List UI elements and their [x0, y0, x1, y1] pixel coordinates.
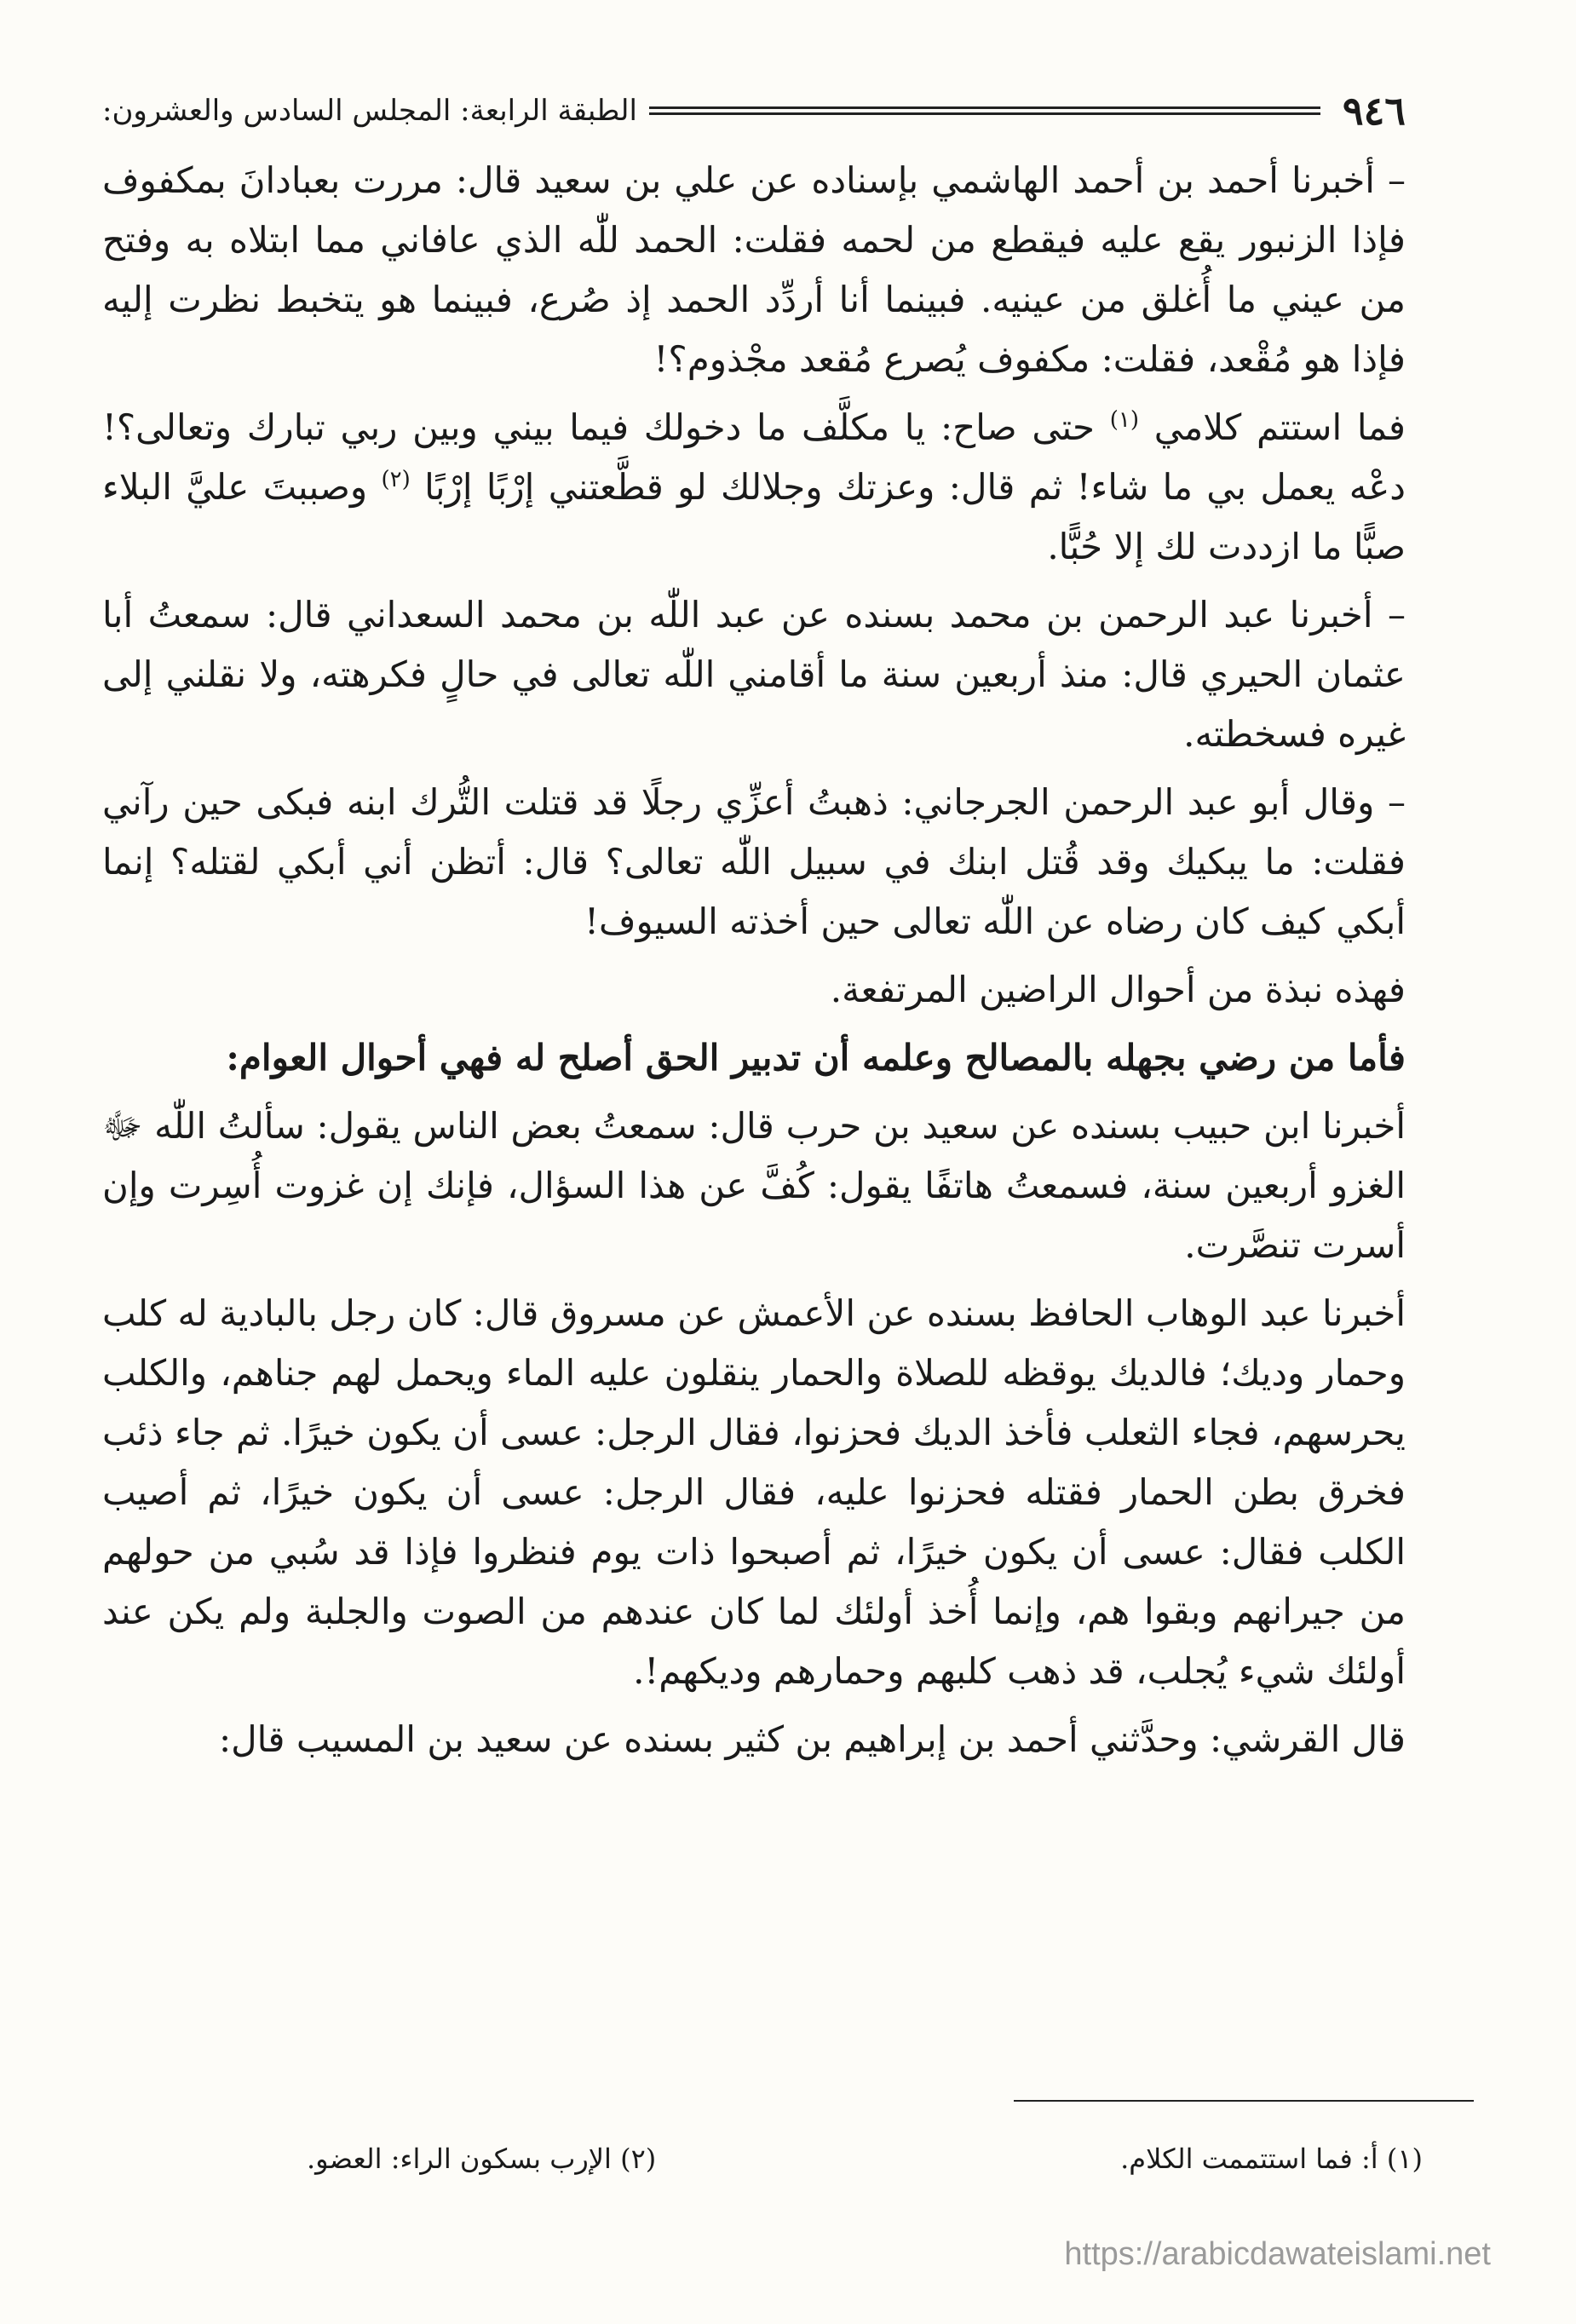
- paragraph: فهذه نبذة من أحوال الراضين المرتفعة.: [830, 969, 1406, 1010]
- footnote: (٢) الإرب بسكون الراء: العضو.: [307, 2143, 657, 2175]
- paragraph: [102, 398, 1406, 577]
- paragraph-text: وصببتَ عليَّ البلاء صبًّا ما ازددت لك إلا حُبًّا.: [102, 466, 1406, 567]
- paragraph: – وقال أبو عبد الرحمن الجرجاني: ذهبتُ أعزِّي رجلًا قد قتلت التُّرك ابنه فبكى حين رآني فقلت: ما يبكيك وقد قُتل ابنك في سبيل اللّٰه تعالى؟ قال: أتظن أني أبكي لقتله؟ إنما أبكي كيف كان رضاه عن اللّٰه تعالى حين أخذته السيوف!: [102, 781, 1406, 942]
- paragraph: – أخبرنا عبد الرحمن بن محمد بسنده عن عبد اللّٰه بن محمد السعداني قال: سمعتُ أبا عثمان الحيري قال: منذ أربعين سنة ما أقامني اللّٰه تعالى في حالٍ فكرهته، ولا نقلني إلى غيره فسخطته.: [102, 594, 1406, 755]
- body-text: [102, 151, 1406, 1769]
- header-rule: [649, 106, 1320, 115]
- section-heading: فأما من رضي بجهله بالمصالح وعلمه أن تدبير الحق أصلح له فهي أحوال العوام:: [226, 1037, 1406, 1079]
- footnote: (١) أ: فما استتممت الكلام.: [1120, 2143, 1423, 2175]
- header-title: الطبقة الرابعة: المجلس السادس والعشرون:: [102, 94, 637, 128]
- page-number: ٩٤٦: [1342, 88, 1406, 134]
- document-page: [102, 81, 1406, 1778]
- paragraph: قال القرشي: وحدَّثني أحمد بن إبراهيم بن كثير بسنده عن سعيد بن المسيب قال:: [218, 1718, 1406, 1760]
- footnotes: [307, 2143, 1423, 2175]
- footnote-ref: (١): [1109, 407, 1140, 433]
- paragraph: – أخبرنا أحمد بن أحمد الهاشمي بإسناده عن علي بن سعيد قال: مررت بعبادانَ بمكفوف فإذا الزنبور يقع عليه فيقطع من لحمه فقلت: الحمد للّٰه الذي عافاني مما ابتلاه به وفتح من عيني ما أُغلق من عينيه. فبينما أنا أردِّد الحمد إذ صُرع، فبينما هو يتخبط نظرت إليه فإذا هو مُقْعد، فقلت: مكفوف يُصرع مُقعد مجْذوم؟!: [102, 159, 1406, 380]
- paragraph-text: فما استتم كلامي: [1139, 406, 1406, 448]
- footnote-ref: (٢): [381, 467, 411, 492]
- paragraph: أخبرنا ابن حبيب بسنده عن سعيد بن حرب قال: سمعتُ بعض الناس يقول: سألتُ اللّٰه ﷻ الغزو أربعين سنة، فسمعتُ هاتفًا يقول: كُفَّ عن هذا السؤال، فإنك إن غزوت أُسِرت وإن أسرت تنصَّرت.: [102, 1105, 1406, 1266]
- running-header: [102, 81, 1406, 141]
- paragraph: أخبرنا عبد الوهاب الحافظ بسنده عن الأعمش عن مسروق قال: كان رجل بالبادية له كلب وحمار وديك؛ فالديك يوقظه للصلاة والحمار ينقلون عليه الماء ويحمل لهم جناهم، والكلب يحرسهم، فجاء الثعلب فأخذ الديك فحزنوا، فقال الرجل: عسى أن يكون خيرًا. ثم جاء ذئب فخرق بطن الحمار فقتله فحزنوا عليه، فقال الرجل: عسى أن يكون خيرًا، ثم أصيب الكلب فقال: عسى أن يكون خيرًا، ثم أصبحوا ذات يوم فنظروا فإذا قد سُبي من حولهم من جيرانهم وبقوا هم، وإنما أُخذ أولئك لما كان عندهم من الصوت والجلبة ولم يكن عند أولئك شيء يُجلب، قد ذهب كلبهم وحمارهم وديكهم!.: [102, 1292, 1406, 1692]
- watermark-url: https://arabicdawateislami.net: [1064, 2236, 1491, 2272]
- paragraph-text: حتى صاح: يا مكلَّف ما دخولك فيما بيني وبين ربي تبارك وتعالى؟! دعْه يعمل بي ما شاء! ثم قال: وعزتك وجلالك لو قطَّعتني إرْبًا إرْبًا: [102, 406, 1406, 508]
- footnote-rule: [1014, 2100, 1474, 2102]
